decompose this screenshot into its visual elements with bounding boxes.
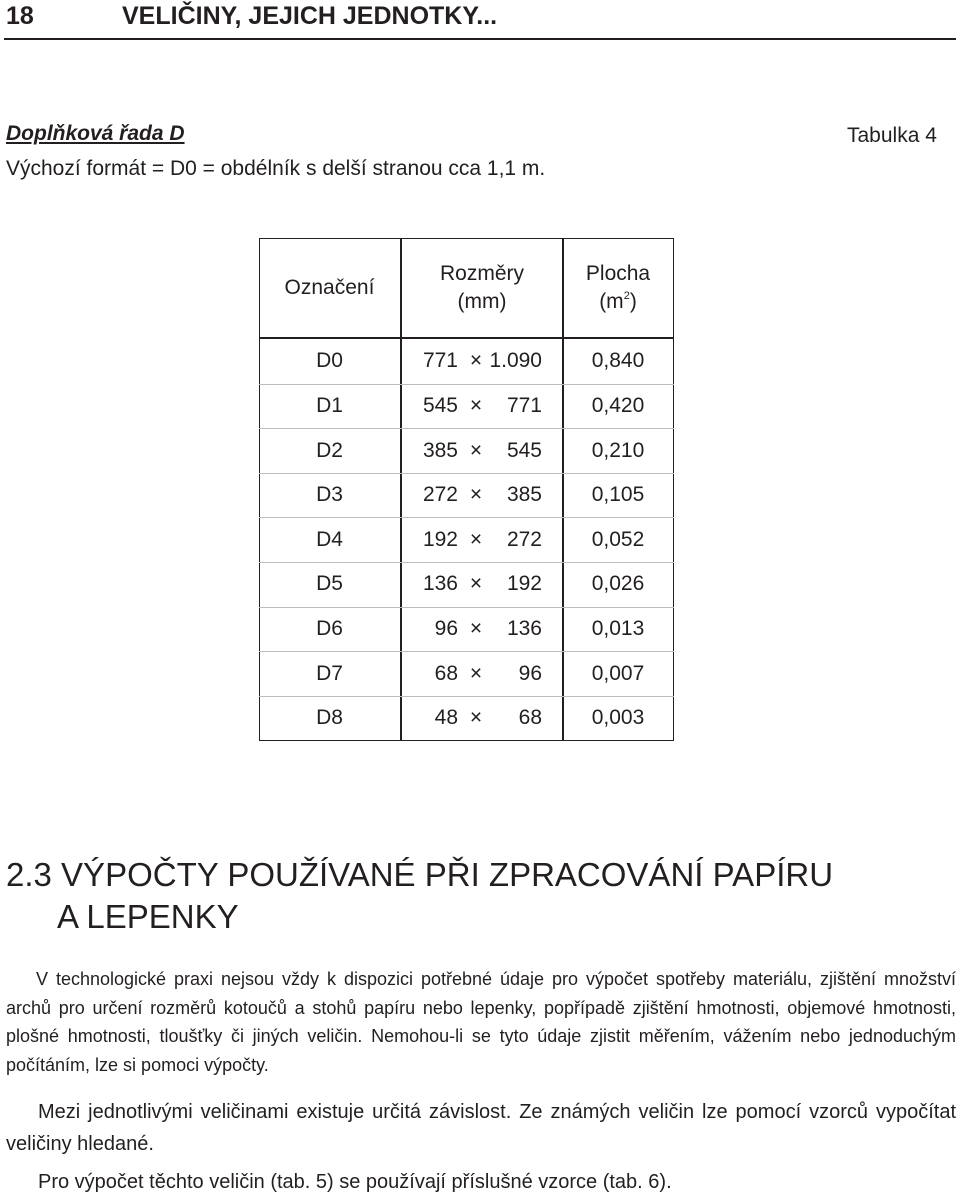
format-width: 192 [422,528,458,551]
format-width: 68 [434,662,458,685]
header-area-label: Plocha [585,262,651,285]
row-divider [259,562,674,563]
format-width: 96 [434,617,458,640]
format-height: 136 [506,617,542,640]
format-area: 0,026 [591,572,645,595]
series-title: Doplňková řada D [6,122,185,145]
format-designation: D2 [316,439,343,462]
format-width: 48 [434,706,458,729]
format-designation: D1 [316,394,343,417]
times-sign: × [469,528,483,551]
format-height: 545 [506,439,542,462]
header-divider [4,38,956,40]
header-dimensions-label: Rozměry [439,262,524,285]
times-sign: × [469,394,483,417]
format-designation: D5 [316,572,343,595]
times-sign: × [469,572,483,595]
header-area [564,260,672,316]
header-rule [259,337,674,339]
format-height: 1.090 [489,349,542,372]
paragraph: Pro výpočet těchto veličin (tab. 5) se používají příslušné vzorce (tab. 6). [38,1171,672,1193]
times-sign: × [469,706,483,729]
area-unit-exponent: 2 [623,290,630,302]
format-designation: D7 [316,662,343,685]
header-dimensions [402,260,562,316]
row-divider [259,428,674,429]
format-width: 385 [422,439,458,462]
section-heading-line1: 2.3 VÝPOČTY POUŽÍVANÉ PŘI ZPRACOVÁNÍ PAPÍRU [6,856,834,893]
header-dimensions-unit: (mm) [457,290,507,313]
area-unit-suffix: ) [629,290,637,313]
section-heading-line2: A LEPENKY [57,898,239,935]
paragraph: V technologické praxi nejsou vždy k dispozici potřebné údaje pro výpočet spotřeby materiálu, zjištění množství archů pro určení rozměrů kotoučů a stohů papíru nebo lepenky, popřípadě zjištění hmotnosti, objemové hmotnosti, plošné hmotnosti, tloušťky či jiných veličin. Nemohou-li se tyto údaje zjistit měřením, vážením nebo jednoduchým počítáním, lze si pomoci výpočty. [6,969,956,1075]
format-width: 771 [422,349,458,372]
format-designation: D0 [316,349,343,372]
series-subtitle: Výchozí formát = D0 = obdélník s delší stranou cca 1,1 m. [6,157,546,180]
times-sign: × [469,483,483,506]
format-width: 545 [422,394,458,417]
format-area: 0,105 [591,483,645,506]
times-sign: × [469,439,483,462]
section-heading [6,854,833,938]
times-sign: × [469,662,483,685]
row-divider [259,651,674,652]
row-divider [259,696,674,697]
format-area: 0,210 [591,439,645,462]
format-height: 68 [518,706,542,729]
format-height: 96 [518,662,542,685]
row-divider [259,517,674,518]
page-number: 18 [6,2,34,30]
format-area: 0,007 [591,662,645,685]
header-area-unit [564,288,672,316]
format-area: 0,420 [591,394,645,417]
format-width: 272 [422,483,458,506]
format-designation: D3 [316,483,343,506]
format-designation: D6 [316,617,343,640]
format-area: 0,840 [591,349,645,372]
format-designation: D8 [316,706,343,729]
format-height: 192 [506,572,542,595]
row-divider [259,607,674,608]
row-divider [259,473,674,474]
header-designation: Označení [284,276,375,299]
paragraph: Mezi jednotlivými veličinami existuje určitá závislost. Ze známých veličin lze pomocí vzorců vypočítat veličiny hledané. [6,1101,956,1155]
format-area: 0,013 [591,617,645,640]
format-height: 272 [506,528,542,551]
area-unit-prefix: (m [599,290,624,313]
format-area: 0,003 [591,706,645,729]
times-sign: × [469,349,483,372]
row-divider [259,384,674,385]
format-width: 136 [422,572,458,595]
format-designation: D4 [316,528,343,551]
format-height: 385 [506,483,542,506]
format-height: 771 [506,394,542,417]
format-area: 0,052 [591,528,645,551]
paper-format-table [259,238,674,741]
table-label: Tabulka 4 [847,124,937,147]
times-sign: × [469,617,483,640]
running-header-title: VELIČINY, JEJICH JEDNOTKY... [122,2,498,30]
